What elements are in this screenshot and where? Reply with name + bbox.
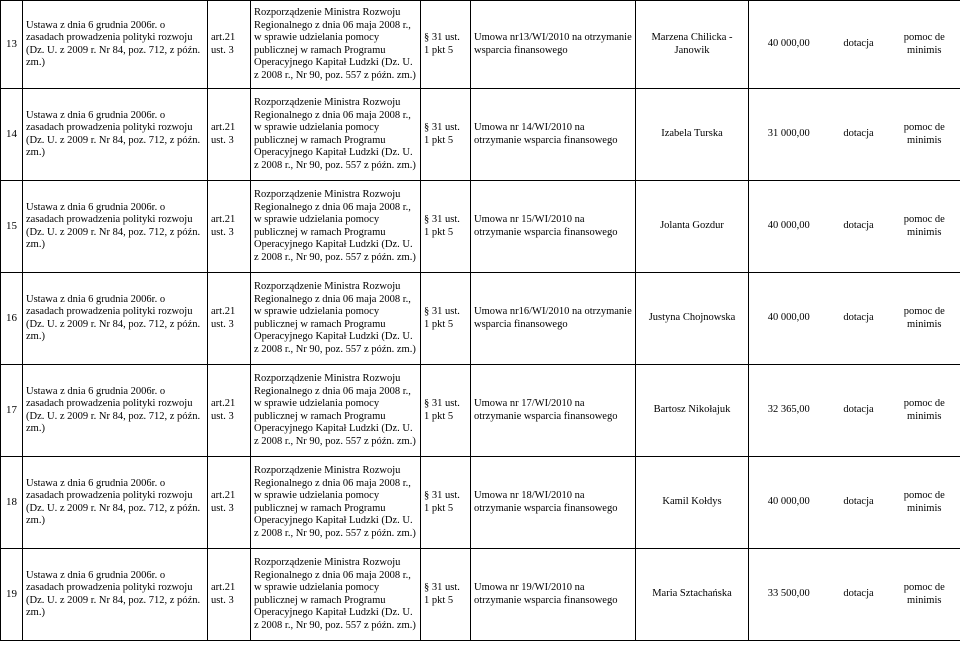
- legal-act: Ustawa z dnia 6 grudnia 2006r. o zasadach prowadzenia polityki rozwoju (Dz. U. z 2009 r. Nr 84, poz. 712, z późn. zm.): [23, 365, 208, 457]
- article: art.21 ust. 3: [208, 365, 251, 457]
- aid-amount: 40 000,00: [749, 457, 829, 549]
- agreement: Umowa nr 19/WI/2010 na otrzymanie wsparcia finansowego: [471, 549, 636, 641]
- aid-type: pomoc de minimis: [889, 549, 960, 641]
- row-number: 16: [1, 273, 23, 365]
- legal-act: Ustawa z dnia 6 grudnia 2006r. o zasadach prowadzenia polityki rozwoju (Dz. U. z 2009 r. Nr 84, poz. 712, z późn. zm.): [23, 549, 208, 641]
- legal-act: Ustawa z dnia 6 grudnia 2006r. o zasadach prowadzenia polityki rozwoju (Dz. U. z 2009 r. Nr 84, poz. 712, z późn. zm.): [23, 457, 208, 549]
- agreement: Umowa nr 18/WI/2010 na otrzymanie wsparcia finansowego: [471, 457, 636, 549]
- regulation: Rozporządzenie Ministra Rozwoju Regionalnego z dnia 06 maja 2008 r., w sprawie udzielania pomocy publicznej w ramach Programu Operacyjnego Kapitał Ludzki (Dz. U. z 2008 r., Nr 90, poz. 557 z późn. zm.): [251, 89, 421, 181]
- aid-type: pomoc de minimis: [889, 365, 960, 457]
- beneficiary-name: Marzena Chilicka - Janowik: [636, 1, 749, 89]
- aid-amount: 40 000,00: [749, 1, 829, 89]
- paragraph: § 31 ust. 1 pkt 5: [421, 181, 471, 273]
- table-row: [1, 89, 960, 181]
- agreement: Umowa nr 15/WI/2010 na otrzymanie wsparcia finansowego: [471, 181, 636, 273]
- agreement: Umowa nr 14/WI/2010 na otrzymanie wsparcia finansowego: [471, 89, 636, 181]
- row-number: 13: [1, 1, 23, 89]
- article: art.21 ust. 3: [208, 457, 251, 549]
- beneficiary-name: Maria Sztachańska: [636, 549, 749, 641]
- row-number: 18: [1, 457, 23, 549]
- article: art.21 ust. 3: [208, 1, 251, 89]
- legal-act: Ustawa z dnia 6 grudnia 2006r. o zasadach prowadzenia polityki rozwoju (Dz. U. z 2009 r. Nr 84, poz. 712, z późn. zm.): [23, 181, 208, 273]
- paragraph: § 31 ust. 1 pkt 5: [421, 549, 471, 641]
- aid-amount: 40 000,00: [749, 273, 829, 365]
- table-row: [1, 273, 960, 365]
- article: art.21 ust. 3: [208, 273, 251, 365]
- aid-type: pomoc de minimis: [889, 181, 960, 273]
- regulation: Rozporządzenie Ministra Rozwoju Regionalnego z dnia 06 maja 2008 r., w sprawie udzielania pomocy publicznej w ramach Programu Operacyjnego Kapitał Ludzki (Dz. U. z 2008 r., Nr 90, poz. 557 z późn. zm.): [251, 1, 421, 89]
- agreement: Umowa nr 17/WI/2010 na otrzymanie wsparcia finansowego: [471, 365, 636, 457]
- aid-form: dotacja: [829, 365, 889, 457]
- beneficiary-name: Bartosz Nikołajuk: [636, 365, 749, 457]
- aid-amount: 33 500,00: [749, 549, 829, 641]
- aid-form: dotacja: [829, 273, 889, 365]
- aid-form: dotacja: [829, 457, 889, 549]
- aid-type: pomoc de minimis: [889, 89, 960, 181]
- regulation: Rozporządzenie Ministra Rozwoju Regionalnego z dnia 06 maja 2008 r., w sprawie udzielania pomocy publicznej w ramach Programu Operacyjnego Kapitał Ludzki (Dz. U. z 2008 r., Nr 90, poz. 557 z późn. zm.): [251, 365, 421, 457]
- beneficiary-name: Justyna Chojnowska: [636, 273, 749, 365]
- aid-type: pomoc de minimis: [889, 457, 960, 549]
- regulation: Rozporządzenie Ministra Rozwoju Regionalnego z dnia 06 maja 2008 r., w sprawie udzielania pomocy publicznej w ramach Programu Operacyjnego Kapitał Ludzki (Dz. U. z 2008 r., Nr 90, poz. 557 z późn. zm.): [251, 457, 421, 549]
- legal-act: Ustawa z dnia 6 grudnia 2006r. o zasadach prowadzenia polityki rozwoju (Dz. U. z 2009 r. Nr 84, poz. 712, z późn. zm.): [23, 89, 208, 181]
- regulation: Rozporządzenie Ministra Rozwoju Regionalnego z dnia 06 maja 2008 r., w sprawie udzielania pomocy publicznej w ramach Programu Operacyjnego Kapitał Ludzki (Dz. U. z 2008 r., Nr 90, poz. 557 z późn. zm.): [251, 181, 421, 273]
- aid-amount: 40 000,00: [749, 181, 829, 273]
- table-row: [1, 457, 960, 549]
- article: art.21 ust. 3: [208, 549, 251, 641]
- beneficiary-name: Jolanta Gozdur: [636, 181, 749, 273]
- row-number: 14: [1, 89, 23, 181]
- aid-amount: 31 000,00: [749, 89, 829, 181]
- aid-type: pomoc de minimis: [889, 1, 960, 89]
- beneficiary-name: Kamil Kołdys: [636, 457, 749, 549]
- agreement: Umowa nr16/WI/2010 na otrzymanie wsparcia finansowego: [471, 273, 636, 365]
- regulation: Rozporządzenie Ministra Rozwoju Regionalnego z dnia 06 maja 2008 r., w sprawie udzielania pomocy publicznej w ramach Programu Operacyjnego Kapitał Ludzki (Dz. U. z 2008 r., Nr 90, poz. 557 z późn. zm.): [251, 273, 421, 365]
- row-number: 17: [1, 365, 23, 457]
- article: art.21 ust. 3: [208, 89, 251, 181]
- table-row: [1, 549, 960, 641]
- regulation: Rozporządzenie Ministra Rozwoju Regionalnego z dnia 06 maja 2008 r., w sprawie udzielania pomocy publicznej w ramach Programu Operacyjnego Kapitał Ludzki (Dz. U. z 2008 r., Nr 90, poz. 557 z późn. zm.): [251, 549, 421, 641]
- row-number: 19: [1, 549, 23, 641]
- aid-amount: 32 365,00: [749, 365, 829, 457]
- article: art.21 ust. 3: [208, 181, 251, 273]
- table-row: [1, 181, 960, 273]
- aid-form: dotacja: [829, 1, 889, 89]
- paragraph: § 31 ust. 1 pkt 5: [421, 89, 471, 181]
- legal-act: Ustawa z dnia 6 grudnia 2006r. o zasadach prowadzenia polityki rozwoju (Dz. U. z 2009 r. Nr 84, poz. 712, z późn. zm.): [23, 1, 208, 89]
- paragraph: § 31 ust. 1 pkt 5: [421, 1, 471, 89]
- agreement: Umowa nr13/WI/2010 na otrzymanie wsparcia finansowego: [471, 1, 636, 89]
- paragraph: § 31 ust. 1 pkt 5: [421, 457, 471, 549]
- table-row: [1, 365, 960, 457]
- beneficiary-name: Izabela Turska: [636, 89, 749, 181]
- aid-form: dotacja: [829, 549, 889, 641]
- paragraph: § 31 ust. 1 pkt 5: [421, 273, 471, 365]
- row-number: 15: [1, 181, 23, 273]
- paragraph: § 31 ust. 1 pkt 5: [421, 365, 471, 457]
- aid-form: dotacja: [829, 181, 889, 273]
- aid-type: pomoc de minimis: [889, 273, 960, 365]
- table-row: [1, 1, 960, 89]
- aid-form: dotacja: [829, 89, 889, 181]
- legal-act: Ustawa z dnia 6 grudnia 2006r. o zasadach prowadzenia polityki rozwoju (Dz. U. z 2009 r. Nr 84, poz. 712, z późn. zm.): [23, 273, 208, 365]
